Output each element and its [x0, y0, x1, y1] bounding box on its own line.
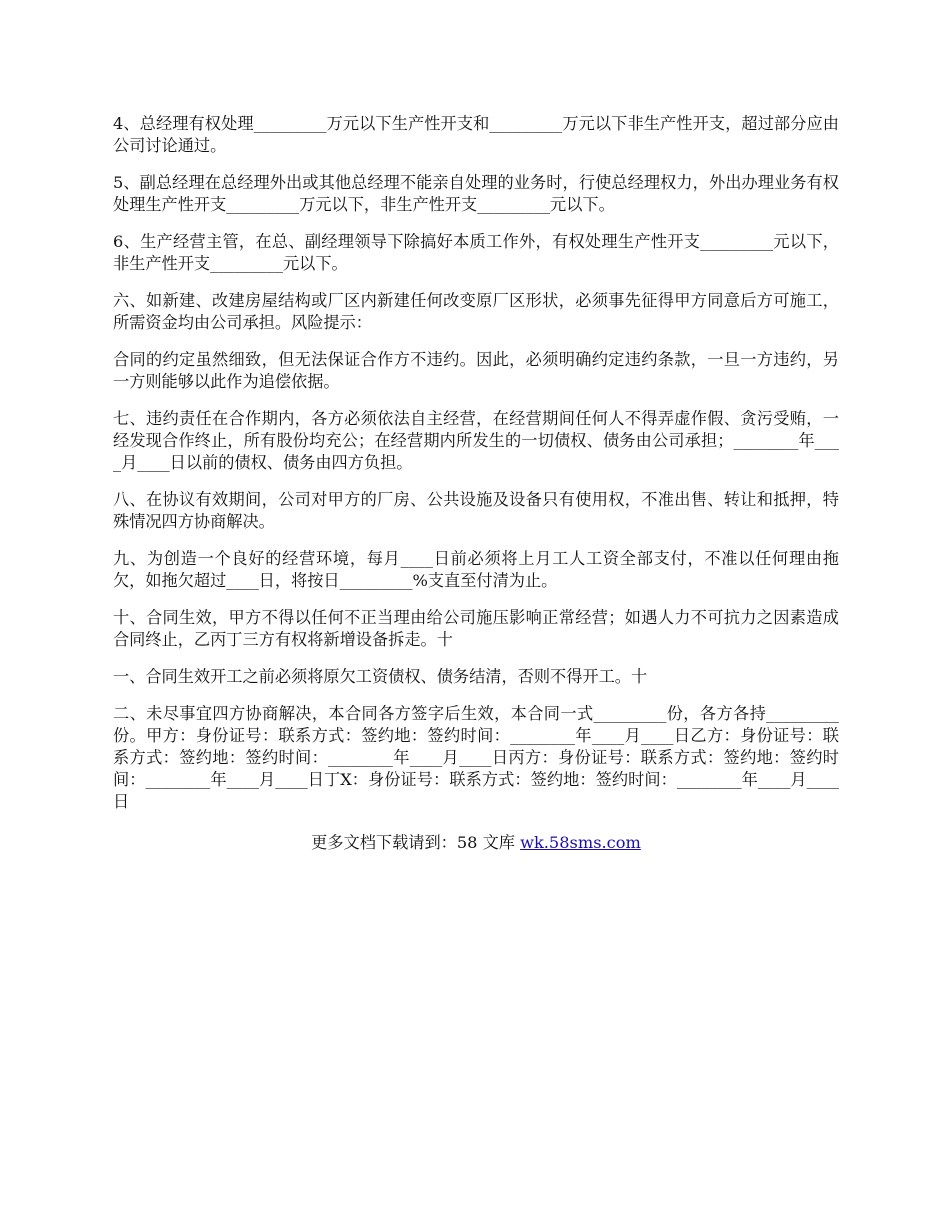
- paragraph-risk-note: 合同的约定虽然细致，但无法保证合作方不违约。因此，必须明确约定违约条款，一旦一方违约，另一方则能够以此作为追偿依据。: [113, 350, 839, 391]
- paragraph-section-9: 九、为创造一个良好的经营环境，每月____日前必须将上月工人工资全部支付，不准以任何理由拖欠，如拖欠超过____日，将按日_________%支直至付清为止。: [113, 549, 839, 590]
- footer-link[interactable]: wk.58sms.com: [520, 833, 641, 852]
- paragraph-item-4: 4、总经理有权处理_________万元以下生产性开支和_________万元以下非生产性开支，超过部分应由公司讨论通过。: [113, 114, 839, 155]
- footer: [113, 832, 839, 854]
- paragraph-section-6: 六、如新建、改建房屋结构或厂区内新建任何改变原厂区形状，必须事先征得甲方同意后方可施工，所需资金均由公司承担。风险提示：: [113, 291, 839, 332]
- paragraph-section-7: 七、违约责任在合作期内，各方必须依法自主经营，在经营期间任何人不得弄虚作假、贪污受贿，一经发现合作终止，所有股份均充公；在经营期内所发生的一切债权、债务由公司承担；________年____月____日以前的债权、债务由四方负担。: [113, 409, 839, 472]
- paragraph-section-12: 二、未尽事宜四方协商解决，本合同各方签字后生效，本合同一式_________份，各方各持_________份。甲方：身份证号：联系方式：签约地：签约时间：________年____月____日乙方：身份证号：联系方式：签约地：签约时间：________年____月____日丙方：身份证号：联系方式：签约地：签约时间：________年____月____日丁X：身份证号：联系方式：签约地：签约时间：________年____月____日: [113, 704, 839, 811]
- paragraph-item-6: 6、生产经营主管，在总、副经理领导下除搞好本质工作外，有权处理生产性开支_________元以下，非生产性开支_________元以下。: [113, 232, 839, 273]
- paragraph-item-5: 5、副总经理在总经理外出或其他总经理不能亲自处理的业务时，行使总经理权力，外出办理业务有权处理生产性开支_________万元以下，非生产性开支_________元以下。: [113, 173, 839, 214]
- paragraph-section-10: 十、合同生效，甲方不得以任何不正当理由给公司施压影响正常经营；如遇人力不可抗力之因素造成合同终止，乙丙丁三方有权将新增设备拆走。十: [113, 608, 839, 649]
- footer-prefix: 更多文档下载请到：58 文库: [311, 833, 521, 852]
- document-page: [113, 113, 839, 854]
- paragraph-section-11: 一、合同生效开工之前必须将原欠工资债权、债务结清，否则不得开工。十: [113, 667, 648, 686]
- paragraph-section-8: 八、在协议有效期间，公司对甲方的厂房、公共设施及设备只有使用权，不准出售、转让和抵押，特殊情况四方协商解决。: [113, 490, 839, 531]
